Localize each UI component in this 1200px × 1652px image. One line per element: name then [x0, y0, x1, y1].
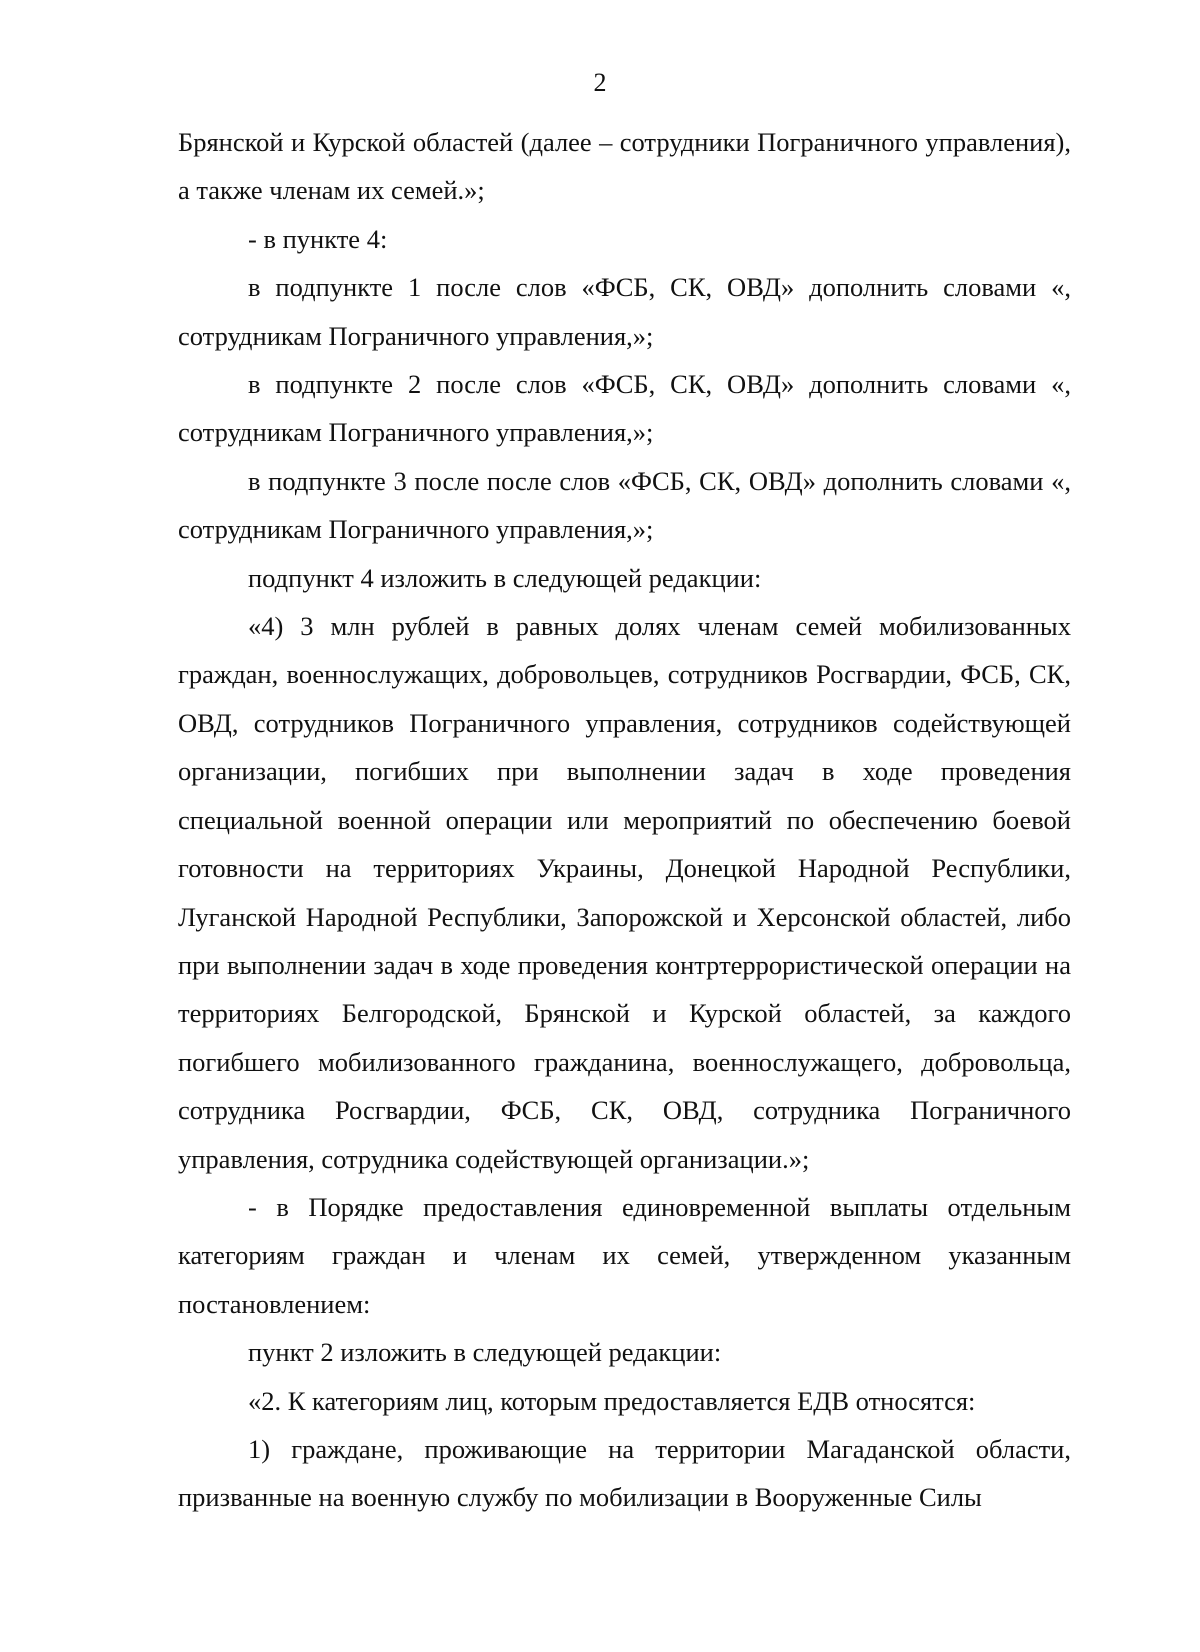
paragraph-item-1: 1) граждане, проживающие на территории Магаданской области, призванные на военную службу по мобилизации в Вооруженные Силы [178, 1433, 1071, 1513]
paragraph-subclause-2: в подпункте 2 после слов «ФСБ, СК, ОВД» дополнить словами «, сотрудникам Пограничного управления,»; [178, 369, 1071, 448]
paragraph-subclause-1: в подпункте 1 после слов «ФСБ, СК, ОВД» дополнить словами «, сотрудникам Пограничного управления,»; [178, 272, 1071, 351]
paragraph-subclause-3: в подпункте 3 после после слов «ФСБ, СК, ОВД» дополнить словами «, сотрудникам Пограничного управления,»; [178, 465, 1071, 545]
paragraph-clause-4-heading: - в пункте 4: [248, 223, 388, 254]
paragraph-subclause-4-text: «4) 3 млн рублей в равных долях членам семей мобилизованных граждан, военнослужащих, добровольцев, сотрудников Росгвардии, ФСБ, СК, ОВД, сотрудников Пограничного управления, сотрудников содействующей организации, погибших при выполнении задач в ходе проведения специальной военной операции или мероприятий по обеспечению боевой готовности на территориях Украины, Донецкой Народной Республики, Луганской Народной Республики, Запорожской и Херсонской областей, либо при выполнении задач в ходе проведения контртеррористической операции на территориях Белгородской, Брянской и Курской областей, за каждого погибшего мобилизованного гражданина, военнослужащего, добровольца, сотрудника Росгвардии, ФСБ, СК, ОВД, сотрудника Пограничного управления, сотрудника содействующей организации.»; [178, 611, 1071, 1174]
document-body [178, 118, 1071, 1522]
paragraph-clause-2-text: «2. К категориям лиц, которым предоставляется ЕДВ относятся: [248, 1385, 976, 1416]
paragraph-subclause-4-heading: подпункт 4 изложить в следующей редакции: [248, 562, 762, 593]
paragraph-continuation: Брянской и Курской областей (далее – сотрудники Пограничного управления), а также членам их семей.»; [178, 127, 1071, 206]
paragraph-procedure: - в Порядке предоставления единовременной выплаты отдельным категориям граждан и членам их семей, утвержденном указанным постановлением: [178, 1191, 1071, 1319]
page-number: 2 [593, 68, 607, 97]
paragraph-clause-2-heading: пункт 2 изложить в следующей редакции: [248, 1337, 722, 1368]
